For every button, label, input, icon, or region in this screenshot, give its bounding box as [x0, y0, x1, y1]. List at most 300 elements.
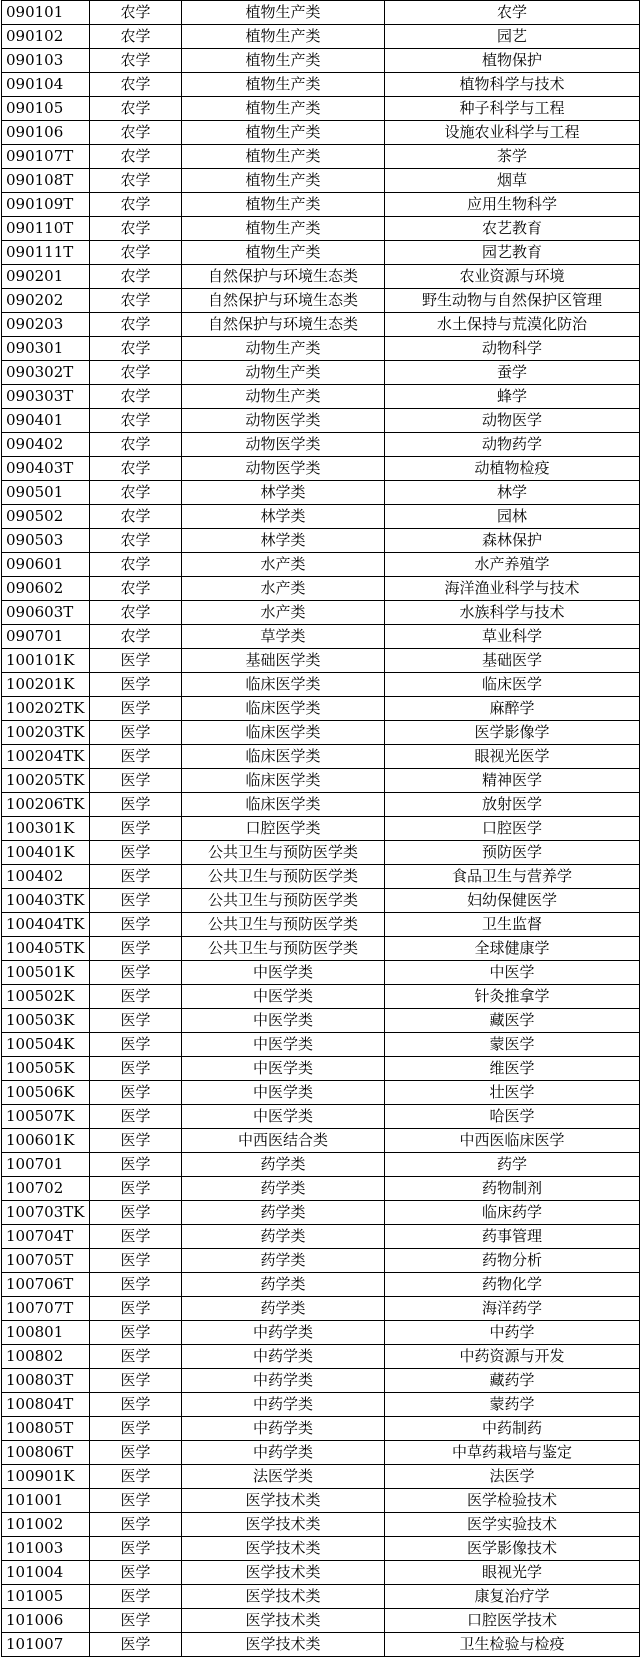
discipline-cell: 农学 — [90, 49, 182, 73]
major-code-cell: 100801 — [2, 1321, 90, 1345]
category-cell: 自然保护与环境生态类 — [182, 313, 385, 337]
major-code-cell: 100802 — [2, 1345, 90, 1369]
category-cell: 水产类 — [182, 553, 385, 577]
major-name-cell: 中西医临床医学 — [385, 1129, 640, 1153]
major-name-cell: 水产养殖学 — [385, 553, 640, 577]
major-code-cell: 101004 — [2, 1561, 90, 1585]
discipline-cell: 医学 — [90, 985, 182, 1009]
discipline-cell: 医学 — [90, 1561, 182, 1585]
major-name-cell: 医学检验技术 — [385, 1489, 640, 1513]
major-code-cell: 100401K — [2, 841, 90, 865]
major-code-cell: 090303T — [2, 385, 90, 409]
table-row — [2, 241, 640, 265]
major-name-cell: 草业科学 — [385, 625, 640, 649]
discipline-cell: 医学 — [90, 1297, 182, 1321]
major-code-cell: 101007 — [2, 1633, 90, 1657]
category-cell: 公共卫生与预防医学类 — [182, 913, 385, 937]
discipline-cell: 医学 — [90, 817, 182, 841]
category-cell: 药学类 — [182, 1297, 385, 1321]
major-name-cell: 园艺教育 — [385, 241, 640, 265]
category-cell: 中医学类 — [182, 1081, 385, 1105]
major-name-cell: 精神医学 — [385, 769, 640, 793]
major-name-cell: 基础医学 — [385, 649, 640, 673]
major-code-cell: 090601 — [2, 553, 90, 577]
discipline-cell: 农学 — [90, 217, 182, 241]
category-cell: 动物医学类 — [182, 409, 385, 433]
major-code-cell: 100806T — [2, 1441, 90, 1465]
category-cell: 临床医学类 — [182, 745, 385, 769]
category-cell: 植物生产类 — [182, 1, 385, 25]
table-row — [2, 745, 640, 769]
major-name-cell: 动植物检疫 — [385, 457, 640, 481]
major-name-cell: 动物药学 — [385, 433, 640, 457]
discipline-cell: 医学 — [90, 1225, 182, 1249]
major-name-cell: 园林 — [385, 505, 640, 529]
table-row — [2, 1129, 640, 1153]
table-row — [2, 1585, 640, 1609]
category-cell: 医学技术类 — [182, 1537, 385, 1561]
table-row — [2, 1009, 640, 1033]
major-code-cell: 090110T — [2, 217, 90, 241]
discipline-cell: 农学 — [90, 433, 182, 457]
category-cell: 林学类 — [182, 505, 385, 529]
category-cell: 动物医学类 — [182, 457, 385, 481]
category-cell: 植物生产类 — [182, 169, 385, 193]
major-name-cell: 森林保护 — [385, 529, 640, 553]
category-cell: 植物生产类 — [182, 73, 385, 97]
discipline-cell: 医学 — [90, 1585, 182, 1609]
major-name-cell: 壮医学 — [385, 1081, 640, 1105]
major-code-cell: 090301 — [2, 337, 90, 361]
major-code-cell: 090403T — [2, 457, 90, 481]
discipline-cell: 医学 — [90, 1465, 182, 1489]
category-cell: 公共卫生与预防医学类 — [182, 937, 385, 961]
table-row — [2, 313, 640, 337]
table-row — [2, 913, 640, 937]
major-name-cell: 食品卫生与营养学 — [385, 865, 640, 889]
table-row — [2, 697, 640, 721]
major-name-cell: 中药制药 — [385, 1417, 640, 1441]
major-name-cell: 药物化学 — [385, 1273, 640, 1297]
category-cell: 法医学类 — [182, 1465, 385, 1489]
category-cell: 中医学类 — [182, 1057, 385, 1081]
table-row — [2, 409, 640, 433]
table-row — [2, 457, 640, 481]
discipline-cell: 医学 — [90, 1441, 182, 1465]
table-row — [2, 1033, 640, 1057]
discipline-cell: 医学 — [90, 721, 182, 745]
major-code-cell: 100601K — [2, 1129, 90, 1153]
table-row — [2, 97, 640, 121]
major-name-cell: 放射医学 — [385, 793, 640, 817]
major-name-cell: 植物保护 — [385, 49, 640, 73]
table-row — [2, 481, 640, 505]
discipline-cell: 医学 — [90, 1633, 182, 1657]
category-cell: 医学技术类 — [182, 1609, 385, 1633]
major-name-cell: 水土保持与荒漠化防治 — [385, 313, 640, 337]
major-name-cell: 中药学 — [385, 1321, 640, 1345]
major-code-cell: 100803T — [2, 1369, 90, 1393]
major-code-cell: 100204TK — [2, 745, 90, 769]
major-name-cell: 口腔医学技术 — [385, 1609, 640, 1633]
category-cell: 医学技术类 — [182, 1513, 385, 1537]
major-name-cell: 园艺 — [385, 25, 640, 49]
category-cell: 临床医学类 — [182, 793, 385, 817]
major-name-cell: 眼视光学 — [385, 1561, 640, 1585]
table-row — [2, 793, 640, 817]
major-name-cell: 设施农业科学与工程 — [385, 121, 640, 145]
table-row — [2, 1609, 640, 1633]
table-row — [2, 505, 640, 529]
category-cell: 临床医学类 — [182, 673, 385, 697]
table-row — [2, 361, 640, 385]
major-name-cell: 药物分析 — [385, 1249, 640, 1273]
category-cell: 动物生产类 — [182, 361, 385, 385]
major-code-cell: 100706T — [2, 1273, 90, 1297]
major-name-cell: 医学实验技术 — [385, 1513, 640, 1537]
category-cell: 中医学类 — [182, 1033, 385, 1057]
major-code-cell: 090201 — [2, 265, 90, 289]
category-cell: 口腔医学类 — [182, 817, 385, 841]
major-code-cell: 090103 — [2, 49, 90, 73]
table-row — [2, 1201, 640, 1225]
major-name-cell: 动物医学 — [385, 409, 640, 433]
table-row — [2, 529, 640, 553]
table-row — [2, 865, 640, 889]
major-code-cell: 100403TK — [2, 889, 90, 913]
major-code-cell: 100202TK — [2, 697, 90, 721]
discipline-cell: 医学 — [90, 889, 182, 913]
major-code-cell: 101003 — [2, 1537, 90, 1561]
major-code-cell: 090106 — [2, 121, 90, 145]
major-name-cell: 藏药学 — [385, 1369, 640, 1393]
major-code-cell: 101006 — [2, 1609, 90, 1633]
discipline-cell: 医学 — [90, 1345, 182, 1369]
table-row — [2, 1273, 640, 1297]
category-cell: 中药学类 — [182, 1369, 385, 1393]
category-cell: 药学类 — [182, 1273, 385, 1297]
category-cell: 中药学类 — [182, 1441, 385, 1465]
table-row — [2, 1633, 640, 1657]
category-cell: 中医学类 — [182, 961, 385, 985]
discipline-cell: 医学 — [90, 1153, 182, 1177]
category-cell: 中医学类 — [182, 985, 385, 1009]
major-code-cell: 100405TK — [2, 937, 90, 961]
major-code-cell: 100503K — [2, 1009, 90, 1033]
discipline-cell: 农学 — [90, 505, 182, 529]
major-code-cell: 100101K — [2, 649, 90, 673]
table-row — [2, 1417, 640, 1441]
category-cell: 植物生产类 — [182, 97, 385, 121]
table-row — [2, 841, 640, 865]
table-row — [2, 337, 640, 361]
discipline-cell: 医学 — [90, 865, 182, 889]
table-row — [2, 601, 640, 625]
major-name-cell: 妇幼保健医学 — [385, 889, 640, 913]
major-name-cell: 蒙药学 — [385, 1393, 640, 1417]
major-name-cell: 维医学 — [385, 1057, 640, 1081]
table-row — [2, 1249, 640, 1273]
major-name-cell: 药事管理 — [385, 1225, 640, 1249]
table-row — [2, 817, 640, 841]
category-cell: 基础医学类 — [182, 649, 385, 673]
major-catalog-table — [1, 0, 640, 1657]
category-cell: 林学类 — [182, 529, 385, 553]
category-cell: 医学技术类 — [182, 1585, 385, 1609]
discipline-cell: 医学 — [90, 1393, 182, 1417]
major-code-cell: 090107T — [2, 145, 90, 169]
major-name-cell: 法医学 — [385, 1465, 640, 1489]
major-name-cell: 农业资源与环境 — [385, 265, 640, 289]
table-row — [2, 1081, 640, 1105]
major-name-cell: 预防医学 — [385, 841, 640, 865]
table-row — [2, 961, 640, 985]
major-code-cell: 100404TK — [2, 913, 90, 937]
category-cell: 植物生产类 — [182, 25, 385, 49]
major-code-cell: 100501K — [2, 961, 90, 985]
major-name-cell: 烟草 — [385, 169, 640, 193]
major-code-cell: 100703TK — [2, 1201, 90, 1225]
major-name-cell: 卫生监督 — [385, 913, 640, 937]
major-code-cell: 100203TK — [2, 721, 90, 745]
major-code-cell: 100702 — [2, 1177, 90, 1201]
discipline-cell: 农学 — [90, 265, 182, 289]
category-cell: 中医学类 — [182, 1105, 385, 1129]
major-code-cell: 090701 — [2, 625, 90, 649]
discipline-cell: 农学 — [90, 457, 182, 481]
category-cell: 医学技术类 — [182, 1633, 385, 1657]
major-code-cell: 090402 — [2, 433, 90, 457]
category-cell: 临床医学类 — [182, 721, 385, 745]
discipline-cell: 医学 — [90, 1081, 182, 1105]
table-row — [2, 673, 640, 697]
category-cell: 医学技术类 — [182, 1489, 385, 1513]
table-row — [2, 49, 640, 73]
table-row — [2, 577, 640, 601]
category-cell: 药学类 — [182, 1177, 385, 1201]
major-code-cell: 100402 — [2, 865, 90, 889]
major-name-cell: 医学影像技术 — [385, 1537, 640, 1561]
major-name-cell: 口腔医学 — [385, 817, 640, 841]
table-row — [2, 1369, 640, 1393]
table-row — [2, 1057, 640, 1081]
major-code-cell: 090603T — [2, 601, 90, 625]
discipline-cell: 医学 — [90, 1129, 182, 1153]
category-cell: 植物生产类 — [182, 241, 385, 265]
discipline-cell: 农学 — [90, 361, 182, 385]
category-cell: 动物生产类 — [182, 385, 385, 409]
category-cell: 动物医学类 — [182, 433, 385, 457]
major-code-cell: 090302T — [2, 361, 90, 385]
table-row — [2, 1465, 640, 1489]
discipline-cell: 医学 — [90, 697, 182, 721]
category-cell: 公共卫生与预防医学类 — [182, 841, 385, 865]
major-name-cell: 全球健康学 — [385, 937, 640, 961]
discipline-cell: 医学 — [90, 913, 182, 937]
major-name-cell: 中药资源与开发 — [385, 1345, 640, 1369]
table-row — [2, 1441, 640, 1465]
major-code-cell: 100701 — [2, 1153, 90, 1177]
major-name-cell: 麻醉学 — [385, 697, 640, 721]
major-code-cell: 101005 — [2, 1585, 90, 1609]
discipline-cell: 农学 — [90, 601, 182, 625]
major-code-cell: 101002 — [2, 1513, 90, 1537]
major-code-cell: 100206TK — [2, 793, 90, 817]
table-row — [2, 217, 640, 241]
table-row — [2, 1321, 640, 1345]
major-name-cell: 农学 — [385, 1, 640, 25]
table-row — [2, 1177, 640, 1201]
discipline-cell: 医学 — [90, 649, 182, 673]
table-row — [2, 1489, 640, 1513]
major-code-cell: 090101 — [2, 1, 90, 25]
major-code-cell: 100704T — [2, 1225, 90, 1249]
discipline-cell: 农学 — [90, 169, 182, 193]
major-code-cell: 100506K — [2, 1081, 90, 1105]
discipline-cell: 农学 — [90, 625, 182, 649]
major-name-cell: 动物科学 — [385, 337, 640, 361]
table-row — [2, 193, 640, 217]
discipline-cell: 医学 — [90, 1105, 182, 1129]
major-name-cell: 藏医学 — [385, 1009, 640, 1033]
discipline-cell: 医学 — [90, 1033, 182, 1057]
major-name-cell: 针灸推拿学 — [385, 985, 640, 1009]
discipline-cell: 医学 — [90, 937, 182, 961]
major-code-cell: 100502K — [2, 985, 90, 1009]
major-code-cell: 100504K — [2, 1033, 90, 1057]
category-cell: 临床医学类 — [182, 697, 385, 721]
category-cell: 中药学类 — [182, 1393, 385, 1417]
table-row — [2, 25, 640, 49]
major-code-cell: 090502 — [2, 505, 90, 529]
table-row — [2, 1393, 640, 1417]
discipline-cell: 农学 — [90, 529, 182, 553]
major-name-cell: 植物科学与技术 — [385, 73, 640, 97]
major-code-cell: 101001 — [2, 1489, 90, 1513]
discipline-cell: 农学 — [90, 553, 182, 577]
discipline-cell: 医学 — [90, 1369, 182, 1393]
discipline-cell: 医学 — [90, 1417, 182, 1441]
category-cell: 中药学类 — [182, 1321, 385, 1345]
major-name-cell: 蚕学 — [385, 361, 640, 385]
discipline-cell: 医学 — [90, 961, 182, 985]
major-name-cell: 康复治疗学 — [385, 1585, 640, 1609]
category-cell: 植物生产类 — [182, 217, 385, 241]
discipline-cell: 农学 — [90, 577, 182, 601]
table-row — [2, 649, 640, 673]
major-name-cell: 茶学 — [385, 145, 640, 169]
discipline-cell: 农学 — [90, 145, 182, 169]
discipline-cell: 医学 — [90, 1609, 182, 1633]
table-row — [2, 1, 640, 25]
table-row — [2, 1537, 640, 1561]
table-row — [2, 721, 640, 745]
major-code-cell: 090401 — [2, 409, 90, 433]
major-name-cell: 卫生检验与检疫 — [385, 1633, 640, 1657]
major-code-cell: 090203 — [2, 313, 90, 337]
major-code-cell: 100301K — [2, 817, 90, 841]
table-row — [2, 169, 640, 193]
major-code-cell: 100507K — [2, 1105, 90, 1129]
major-name-cell: 眼视光医学 — [385, 745, 640, 769]
table-row — [2, 385, 640, 409]
major-code-cell: 090602 — [2, 577, 90, 601]
category-cell: 植物生产类 — [182, 49, 385, 73]
category-cell: 药学类 — [182, 1201, 385, 1225]
major-name-cell: 中草药栽培与鉴定 — [385, 1441, 640, 1465]
major-name-cell: 野生动物与自然保护区管理 — [385, 289, 640, 313]
discipline-cell: 医学 — [90, 1177, 182, 1201]
table-row — [2, 769, 640, 793]
table-row — [2, 1105, 640, 1129]
category-cell: 公共卫生与预防医学类 — [182, 889, 385, 913]
category-cell: 临床医学类 — [182, 769, 385, 793]
category-cell: 中西医结合类 — [182, 1129, 385, 1153]
discipline-cell: 农学 — [90, 385, 182, 409]
discipline-cell: 医学 — [90, 841, 182, 865]
major-name-cell: 临床药学 — [385, 1201, 640, 1225]
major-name-cell: 种子科学与工程 — [385, 97, 640, 121]
discipline-cell: 农学 — [90, 25, 182, 49]
major-name-cell: 蜂学 — [385, 385, 640, 409]
category-cell: 植物生产类 — [182, 121, 385, 145]
discipline-cell: 农学 — [90, 73, 182, 97]
table-row — [2, 1297, 640, 1321]
major-code-cell: 100505K — [2, 1057, 90, 1081]
major-code-cell: 100901K — [2, 1465, 90, 1489]
major-name-cell: 医学影像学 — [385, 721, 640, 745]
discipline-cell: 医学 — [90, 1489, 182, 1513]
discipline-cell: 医学 — [90, 1201, 182, 1225]
major-name-cell: 中医学 — [385, 961, 640, 985]
major-name-cell: 哈医学 — [385, 1105, 640, 1129]
major-name-cell: 水族科学与技术 — [385, 601, 640, 625]
major-code-cell: 100205TK — [2, 769, 90, 793]
category-cell: 自然保护与环境生态类 — [182, 265, 385, 289]
major-name-cell: 林学 — [385, 481, 640, 505]
table-row — [2, 121, 640, 145]
table-body — [2, 1, 640, 1657]
table-row — [2, 145, 640, 169]
table-row — [2, 985, 640, 1009]
table-row — [2, 73, 640, 97]
table-row — [2, 625, 640, 649]
major-code-cell: 090108T — [2, 169, 90, 193]
discipline-cell: 医学 — [90, 1537, 182, 1561]
major-code-cell: 090501 — [2, 481, 90, 505]
category-cell: 自然保护与环境生态类 — [182, 289, 385, 313]
category-cell: 动物生产类 — [182, 337, 385, 361]
category-cell: 中医学类 — [182, 1009, 385, 1033]
major-name-cell: 农艺教育 — [385, 217, 640, 241]
discipline-cell: 医学 — [90, 769, 182, 793]
major-code-cell: 090105 — [2, 97, 90, 121]
category-cell: 药学类 — [182, 1225, 385, 1249]
table-row — [2, 1225, 640, 1249]
table-row — [2, 1561, 640, 1585]
table-row — [2, 1345, 640, 1369]
major-name-cell: 海洋渔业科学与技术 — [385, 577, 640, 601]
major-code-cell: 090102 — [2, 25, 90, 49]
discipline-cell: 医学 — [90, 1321, 182, 1345]
table-row — [2, 937, 640, 961]
category-cell: 水产类 — [182, 577, 385, 601]
category-cell: 医学技术类 — [182, 1561, 385, 1585]
discipline-cell: 农学 — [90, 121, 182, 145]
major-name-cell: 药物制剂 — [385, 1177, 640, 1201]
table-row — [2, 553, 640, 577]
category-cell: 公共卫生与预防医学类 — [182, 865, 385, 889]
